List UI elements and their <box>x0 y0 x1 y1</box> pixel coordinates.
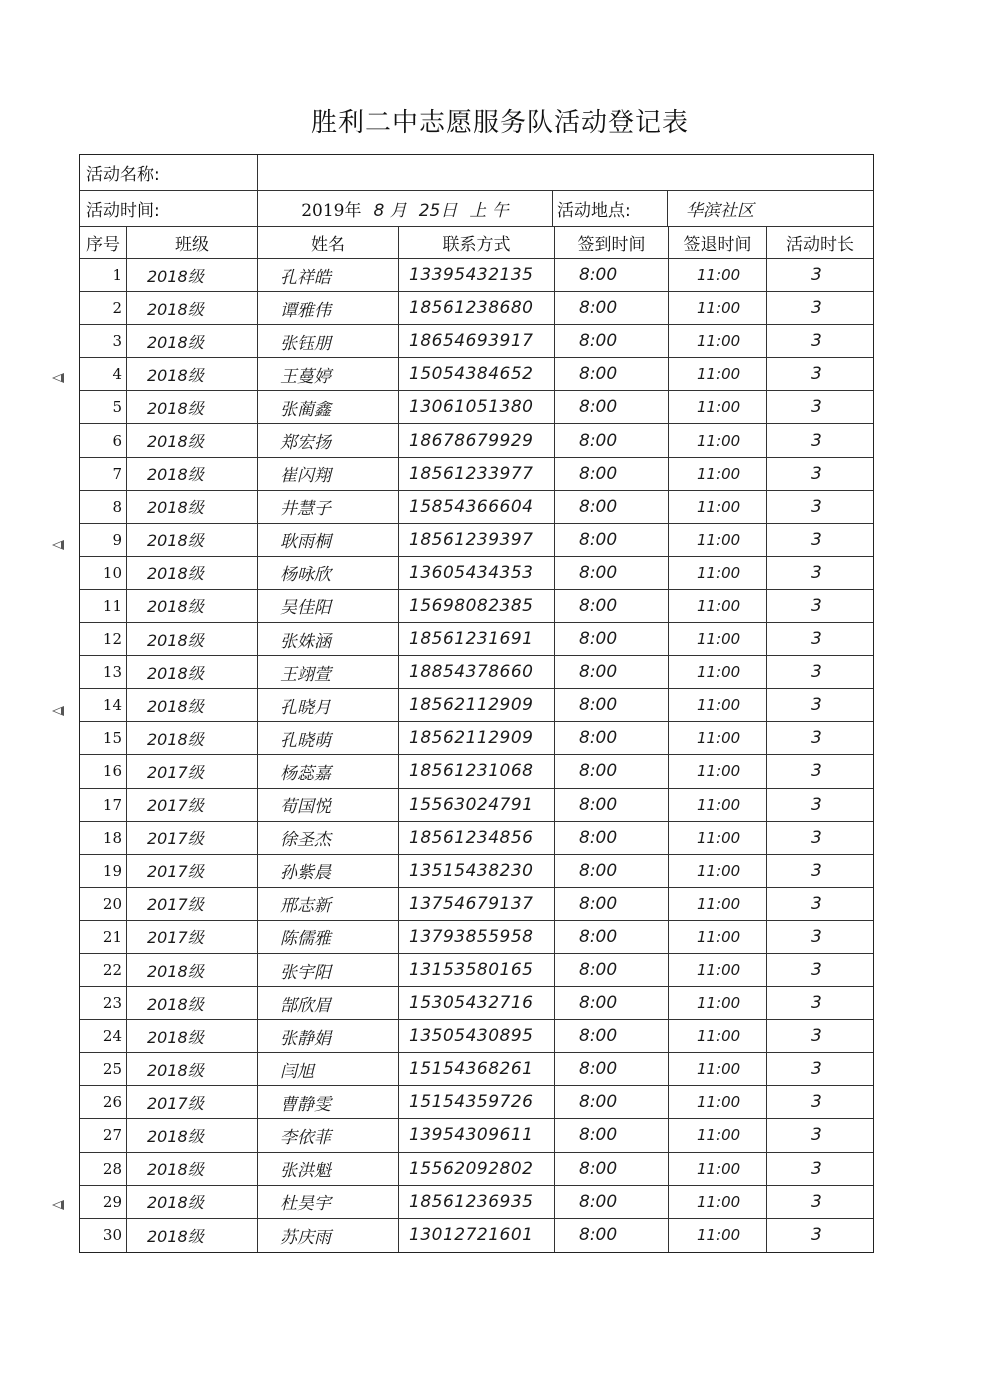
activity-date <box>258 191 553 226</box>
margin-mark <box>52 540 64 550</box>
row-checkin: 8:00 <box>555 1186 669 1218</box>
row-index: 2 <box>80 292 127 324</box>
row-class: 2018级 <box>127 1119 258 1151</box>
row-checkin: 8:00 <box>555 424 669 456</box>
row-checkout: 11:00 <box>669 458 767 490</box>
row-checkout: 11:00 <box>669 1186 767 1218</box>
row-class: 2017级 <box>127 1086 258 1118</box>
table-row <box>80 987 873 1020</box>
row-duration: 3 <box>811 430 822 451</box>
row-phone: 15305432716 <box>399 987 555 1019</box>
row-phone: 15562092802 <box>399 1153 555 1185</box>
row-index: 29 <box>80 1186 127 1218</box>
row-name: 郑宏扬 <box>258 424 399 456</box>
row-checkout: 11:00 <box>669 1053 767 1085</box>
row-checkout: 11:00 <box>669 590 767 622</box>
row-checkin: 8:00 <box>555 1086 669 1118</box>
row-index: 17 <box>80 789 127 821</box>
row-checkin: 8:00 <box>555 325 669 357</box>
row-checkin: 8:00 <box>555 358 669 390</box>
date-month: 8 月 <box>373 201 407 221</box>
row-index: 22 <box>80 954 127 986</box>
row-checkin: 8:00 <box>555 623 669 655</box>
row-class: 2018级 <box>127 689 258 721</box>
row-index: 24 <box>80 1020 127 1052</box>
row-index: 5 <box>80 391 127 423</box>
table-row <box>80 623 873 656</box>
row-class: 2017级 <box>127 755 258 787</box>
registration-table <box>79 154 874 1253</box>
row-duration: 3 <box>811 397 822 418</box>
row-class: 2018级 <box>127 491 258 523</box>
date-period: 上 午 <box>469 201 509 221</box>
row-phone: 18561231068 <box>399 755 555 787</box>
row-phone: 18561236935 <box>399 1186 555 1218</box>
row-duration: 3 <box>811 1125 822 1146</box>
row-checkin: 8:00 <box>555 557 669 589</box>
row-checkin: 8:00 <box>555 259 669 291</box>
row-phone: 15154368261 <box>399 1053 555 1085</box>
table-row <box>80 391 873 424</box>
table-row <box>80 755 873 788</box>
row-checkin: 8:00 <box>555 1153 669 1185</box>
row-checkin: 8:00 <box>555 789 669 821</box>
row-duration: 3 <box>811 298 822 319</box>
row-class: 2018级 <box>127 292 258 324</box>
row-checkout: 11:00 <box>669 391 767 423</box>
row-checkout: 11:00 <box>669 424 767 456</box>
row-phone: 18678679929 <box>399 424 555 456</box>
row-name: 徐圣杰 <box>258 822 399 854</box>
row-index: 15 <box>80 722 127 754</box>
row-index: 25 <box>80 1053 127 1085</box>
row-phone: 15854366604 <box>399 491 555 523</box>
row-phone: 15054384652 <box>399 358 555 390</box>
row-checkout: 11:00 <box>669 987 767 1019</box>
activity-time-row <box>80 191 873 227</box>
row-checkout: 11:00 <box>669 491 767 523</box>
table-row <box>80 259 873 292</box>
row-phone: 18561234856 <box>399 822 555 854</box>
row-name: 崔闪翔 <box>258 458 399 490</box>
row-index: 19 <box>80 855 127 887</box>
row-name: 孙紫晨 <box>258 855 399 887</box>
row-checkout: 11:00 <box>669 1086 767 1118</box>
margin-mark <box>52 373 64 383</box>
row-duration: 3 <box>811 496 822 517</box>
row-phone: 13754679137 <box>399 888 555 920</box>
date-year: 2019年 <box>301 201 362 221</box>
row-name: 井慧子 <box>258 491 399 523</box>
row-duration: 3 <box>811 1191 822 1212</box>
row-name: 杨蕊嘉 <box>258 755 399 787</box>
table-row <box>80 1020 873 1053</box>
row-checkin: 8:00 <box>555 491 669 523</box>
table-row <box>80 458 873 491</box>
row-index: 9 <box>80 524 127 556</box>
row-index: 28 <box>80 1153 127 1185</box>
row-phone: 15698082385 <box>399 590 555 622</box>
row-index: 14 <box>80 689 127 721</box>
row-name: 谭雅伟 <box>258 292 399 324</box>
row-duration: 3 <box>811 595 822 616</box>
row-duration: 3 <box>811 1092 822 1113</box>
date-day: 25日 <box>418 201 458 221</box>
row-duration: 3 <box>811 662 822 683</box>
row-class: 2018级 <box>127 1153 258 1185</box>
row-class: 2018级 <box>127 656 258 688</box>
row-name: 张蔺鑫 <box>258 391 399 423</box>
row-index: 21 <box>80 921 127 953</box>
row-checkin: 8:00 <box>555 855 669 887</box>
row-phone: 18561233977 <box>399 458 555 490</box>
row-name: 张宇阳 <box>258 954 399 986</box>
row-name: 闫旭 <box>258 1053 399 1085</box>
activity-name-value <box>258 155 873 190</box>
table-header <box>80 227 873 259</box>
row-checkout: 11:00 <box>669 557 767 589</box>
header-name: 姓名 <box>258 227 399 258</box>
row-class: 2018级 <box>127 259 258 291</box>
row-class: 2018级 <box>127 1020 258 1052</box>
row-class: 2018级 <box>127 424 258 456</box>
header-checkin: 签到时间 <box>555 227 669 258</box>
row-duration: 3 <box>811 761 822 782</box>
row-phone: 18854378660 <box>399 656 555 688</box>
row-name: 张静娟 <box>258 1020 399 1052</box>
table-row <box>80 292 873 325</box>
row-class: 2018级 <box>127 623 258 655</box>
row-phone: 18562112909 <box>399 722 555 754</box>
row-checkin: 8:00 <box>555 689 669 721</box>
table-row <box>80 424 873 457</box>
row-checkout: 11:00 <box>669 789 767 821</box>
row-class: 2017级 <box>127 921 258 953</box>
row-checkout: 11:00 <box>669 656 767 688</box>
row-duration: 3 <box>811 529 822 550</box>
row-index: 7 <box>80 458 127 490</box>
row-duration: 3 <box>811 629 822 650</box>
row-checkout: 11:00 <box>669 822 767 854</box>
row-duration: 3 <box>811 1059 822 1080</box>
row-phone: 18562112909 <box>399 689 555 721</box>
table-row <box>80 590 873 623</box>
row-duration: 3 <box>811 893 822 914</box>
table-row <box>80 1153 873 1186</box>
row-phone: 13153580165 <box>399 954 555 986</box>
row-phone: 18654693917 <box>399 325 555 357</box>
row-checkout: 11:00 <box>669 1119 767 1151</box>
row-index: 30 <box>80 1219 127 1252</box>
table-body <box>80 259 873 1252</box>
row-class: 2017级 <box>127 789 258 821</box>
table-row <box>80 1219 873 1252</box>
row-phone: 13954309611 <box>399 1119 555 1151</box>
row-phone: 13605434353 <box>399 557 555 589</box>
margin-mark <box>52 1200 64 1210</box>
row-class: 2018级 <box>127 954 258 986</box>
table-row <box>80 888 873 921</box>
row-index: 18 <box>80 822 127 854</box>
row-checkout: 11:00 <box>669 921 767 953</box>
row-phone: 18561238680 <box>399 292 555 324</box>
row-class: 2017级 <box>127 855 258 887</box>
row-phone: 15563024791 <box>399 789 555 821</box>
row-duration: 3 <box>811 1026 822 1047</box>
row-class: 2017级 <box>127 888 258 920</box>
row-index: 11 <box>80 590 127 622</box>
row-name: 耿雨桐 <box>258 524 399 556</box>
row-index: 16 <box>80 755 127 787</box>
row-checkin: 8:00 <box>555 921 669 953</box>
row-index: 27 <box>80 1119 127 1151</box>
row-checkin: 8:00 <box>555 292 669 324</box>
activity-time-label: 活动时间: <box>80 191 258 226</box>
row-phone: 15154359726 <box>399 1086 555 1118</box>
row-checkin: 8:00 <box>555 722 669 754</box>
header-phone: 联系方式 <box>399 227 555 258</box>
row-name: 孔祥皓 <box>258 259 399 291</box>
row-duration: 3 <box>811 860 822 881</box>
activity-name-label: 活动名称: <box>80 155 258 190</box>
row-duration: 3 <box>811 960 822 981</box>
row-class: 2018级 <box>127 557 258 589</box>
row-duration: 3 <box>811 926 822 947</box>
row-checkin: 8:00 <box>555 656 669 688</box>
row-checkin: 8:00 <box>555 524 669 556</box>
table-row <box>80 722 873 755</box>
table-row <box>80 822 873 855</box>
location-label: 活动地点: <box>553 191 668 226</box>
row-name: 陈儒雅 <box>258 921 399 953</box>
row-name: 张姝涵 <box>258 623 399 655</box>
row-checkout: 11:00 <box>669 325 767 357</box>
row-checkout: 11:00 <box>669 292 767 324</box>
row-name: 王翊萱 <box>258 656 399 688</box>
row-index: 12 <box>80 623 127 655</box>
row-phone: 13012721601 <box>399 1219 555 1252</box>
row-class: 2018级 <box>127 391 258 423</box>
row-phone: 13515438230 <box>399 855 555 887</box>
row-index: 1 <box>80 259 127 291</box>
row-checkout: 11:00 <box>669 689 767 721</box>
table-row <box>80 1119 873 1152</box>
row-class: 2017级 <box>127 822 258 854</box>
row-checkout: 11:00 <box>669 855 767 887</box>
row-name: 荀国悦 <box>258 789 399 821</box>
row-name: 吴佳阳 <box>258 590 399 622</box>
row-checkin: 8:00 <box>555 590 669 622</box>
row-name: 杜昊宇 <box>258 1186 399 1218</box>
row-duration: 3 <box>811 1158 822 1179</box>
row-index: 10 <box>80 557 127 589</box>
row-name: 苏庆雨 <box>258 1219 399 1252</box>
row-phone: 13061051380 <box>399 391 555 423</box>
activity-name-row <box>80 155 873 191</box>
row-duration: 3 <box>811 364 822 385</box>
table-row <box>80 1053 873 1086</box>
row-checkin: 8:00 <box>555 987 669 1019</box>
row-index: 23 <box>80 987 127 1019</box>
header-checkout: 签退时间 <box>669 227 767 258</box>
row-duration: 3 <box>811 827 822 848</box>
row-checkin: 8:00 <box>555 458 669 490</box>
row-name: 郜欣眉 <box>258 987 399 1019</box>
row-name: 曹静雯 <box>258 1086 399 1118</box>
table-row <box>80 954 873 987</box>
table-row <box>80 855 873 888</box>
margin-mark <box>52 706 64 716</box>
row-duration: 3 <box>811 794 822 815</box>
table-row <box>80 789 873 822</box>
header-index: 序号 <box>80 227 127 258</box>
row-index: 26 <box>80 1086 127 1118</box>
header-class: 班级 <box>127 227 258 258</box>
row-checkin: 8:00 <box>555 1219 669 1252</box>
table-row <box>80 656 873 689</box>
row-checkin: 8:00 <box>555 391 669 423</box>
location-value: 华滨社区 <box>686 201 754 221</box>
row-checkout: 11:00 <box>669 623 767 655</box>
row-checkout: 11:00 <box>669 358 767 390</box>
row-checkout: 11:00 <box>669 1219 767 1252</box>
row-class: 2018级 <box>127 1053 258 1085</box>
row-duration: 3 <box>811 695 822 716</box>
row-phone: 18561231691 <box>399 623 555 655</box>
table-row <box>80 689 873 722</box>
row-index: 3 <box>80 325 127 357</box>
row-name: 王蔓婷 <box>258 358 399 390</box>
row-duration: 3 <box>811 993 822 1014</box>
row-checkin: 8:00 <box>555 1119 669 1151</box>
table-row <box>80 1186 873 1219</box>
header-duration: 活动时长 <box>786 235 854 255</box>
row-index: 20 <box>80 888 127 920</box>
row-duration: 3 <box>811 1225 822 1246</box>
row-checkin: 8:00 <box>555 888 669 920</box>
row-checkin: 8:00 <box>555 1053 669 1085</box>
table-row <box>80 524 873 557</box>
row-index: 13 <box>80 656 127 688</box>
row-checkout: 11:00 <box>669 524 767 556</box>
row-checkin: 8:00 <box>555 822 669 854</box>
row-duration: 3 <box>811 331 822 352</box>
row-class: 2018级 <box>127 325 258 357</box>
table-row <box>80 358 873 391</box>
row-class: 2018级 <box>127 722 258 754</box>
row-duration: 3 <box>811 463 822 484</box>
table-row <box>80 325 873 358</box>
row-name: 孔晓萌 <box>258 722 399 754</box>
row-checkout: 11:00 <box>669 954 767 986</box>
row-checkout: 11:00 <box>669 888 767 920</box>
row-class: 2018级 <box>127 1186 258 1218</box>
row-checkin: 8:00 <box>555 1020 669 1052</box>
row-name: 李依菲 <box>258 1119 399 1151</box>
form-title: 胜利二中志愿服务队活动登记表 <box>310 108 689 138</box>
row-checkout: 11:00 <box>669 1020 767 1052</box>
row-checkin: 8:00 <box>555 755 669 787</box>
row-phone: 13505430895 <box>399 1020 555 1052</box>
row-phone: 13395432135 <box>399 259 555 291</box>
row-checkout: 11:00 <box>669 722 767 754</box>
row-index: 6 <box>80 424 127 456</box>
row-phone: 18561239397 <box>399 524 555 556</box>
row-class: 2018级 <box>127 987 258 1019</box>
row-name: 邢志新 <box>258 888 399 920</box>
row-name: 孔晓月 <box>258 689 399 721</box>
row-class: 2018级 <box>127 358 258 390</box>
table-row <box>80 557 873 590</box>
row-duration: 3 <box>811 265 822 286</box>
row-class: 2018级 <box>127 524 258 556</box>
row-index: 4 <box>80 358 127 390</box>
row-class: 2018级 <box>127 458 258 490</box>
row-class: 2018级 <box>127 590 258 622</box>
table-row <box>80 1086 873 1119</box>
row-checkout: 11:00 <box>669 755 767 787</box>
row-checkout: 11:00 <box>669 1153 767 1185</box>
row-index: 8 <box>80 491 127 523</box>
row-name: 张洪魁 <box>258 1153 399 1185</box>
row-name: 张钰朋 <box>258 325 399 357</box>
row-checkout: 11:00 <box>669 259 767 291</box>
row-checkin: 8:00 <box>555 954 669 986</box>
table-row <box>80 921 873 954</box>
table-row <box>80 491 873 524</box>
row-name: 杨咏欣 <box>258 557 399 589</box>
row-phone: 13793855958 <box>399 921 555 953</box>
row-duration: 3 <box>811 728 822 749</box>
row-class: 2018级 <box>127 1219 258 1252</box>
row-duration: 3 <box>811 562 822 583</box>
